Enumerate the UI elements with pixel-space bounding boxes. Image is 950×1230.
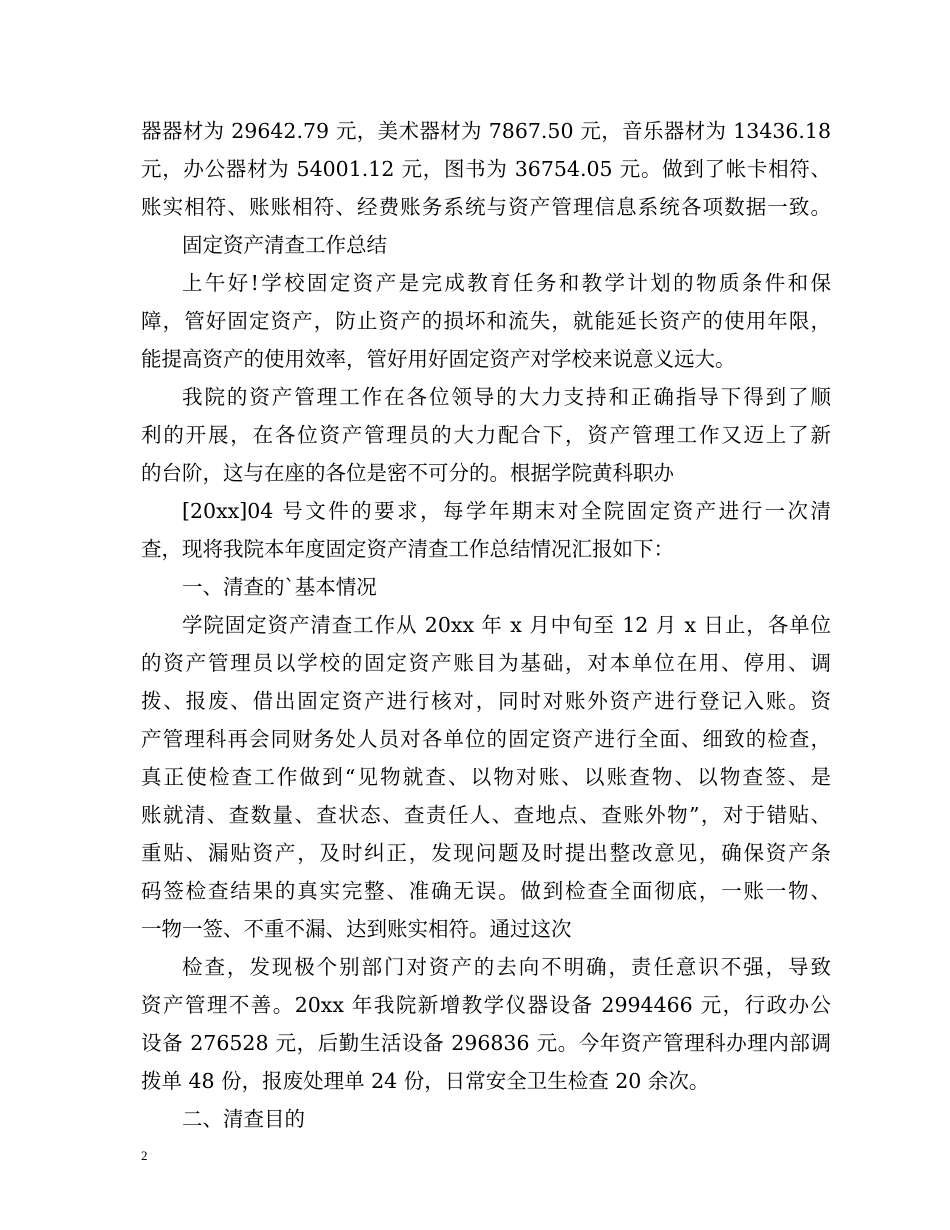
text-line: 障，管好固定资产，防止资产的损坏和流失，就能延长资产的使用年限， — [141, 309, 831, 333]
text-line: 拨单 48 份，报废处理单 24 份，日常安全卫生检查 20 余次。 — [141, 1069, 710, 1093]
text-line: 资产管理不善。20xx 年我院新增教学仪器设备 2994466 元，行政办公 — [141, 993, 831, 1017]
text-line: 产管理科再会同财务处人员对各单位的固定资产进行全面、细致的检查， — [141, 727, 831, 751]
text-line: 利的开展，在各位资产管理员的大力配合下，资产管理工作又迈上了新 — [141, 423, 831, 447]
page-number: 2 — [141, 1148, 148, 1163]
document-body — [141, 112, 831, 1138]
text-line: 我院的资产管理工作在各位领导的大力支持和正确指导下得到了顺 — [182, 385, 831, 409]
text-line: 能提高资产的使用效率，管好用好固定资产对学校来说意义远大。 — [141, 347, 736, 371]
text-line: 真正使检查工作做到“见物就查、以物对账、以账查物、以物查签、是 — [141, 765, 831, 789]
text-line: 检查，发现极个别部门对资产的去向不明确，责任意识不强，导致 — [182, 955, 831, 979]
text-line: 一物一签、不重不漏、达到账实相符。通过这次 — [141, 917, 572, 941]
text-line: 的台阶，这与在座的各位是密不可分的。根据学院黄科职办 — [141, 461, 674, 485]
text-line: 一、清查的`基本情况 — [182, 575, 377, 599]
text-line: [20xx]04 号文件的要求，每学年期末对全院固定资产进行一次清 — [182, 499, 831, 523]
text-line: 器器材为 29642.79 元，美术器材为 7867.50 元，音乐器材为 13436.18 — [141, 119, 831, 143]
text-line: 拨、报废、借出固定资产进行核对，同时对账外资产进行登记入账。资 — [141, 689, 831, 713]
text-line: 码签检查结果的真实完整、准确无误。做到检查全面彻底，一账一物、 — [141, 879, 831, 903]
text-line: 上午好!学校固定资产是完成教育任务和教学计划的物质条件和保 — [182, 271, 831, 295]
text-line: 账实相符、账账相符、经费账务系统与资产管理信息系统各项数据一致。 — [141, 195, 831, 219]
text-line: 重贴、漏贴资产，及时纠正，发现问题及时提出整改意见，确保资产条 — [141, 841, 831, 865]
text-line: 固定资产清查工作总结 — [182, 233, 387, 257]
text-line: 的资产管理员以学校的固定资产账目为基础，对本单位在用、停用、调 — [141, 651, 831, 675]
text-line: 账就清、查数量、查状态、查责任人、查地点、查账外物”，对于错贴、 — [141, 803, 831, 827]
text-line: 设备 276528 元，后勤生活设备 296836 元。今年资产管理科办理内部调 — [141, 1031, 831, 1055]
text-line: 查，现将我院本年度固定资产清查工作总结情况汇报如下： — [141, 537, 674, 561]
text-line: 学院固定资产清查工作从 20xx 年 x 月中旬至 12 月 x 日止，各单位 — [182, 613, 831, 637]
text-line: 二、清查目的 — [182, 1107, 305, 1131]
text-line: 元，办公器材为 54001.12 元，图书为 36754.05 元。做到了帐卡相符、 — [141, 157, 831, 181]
